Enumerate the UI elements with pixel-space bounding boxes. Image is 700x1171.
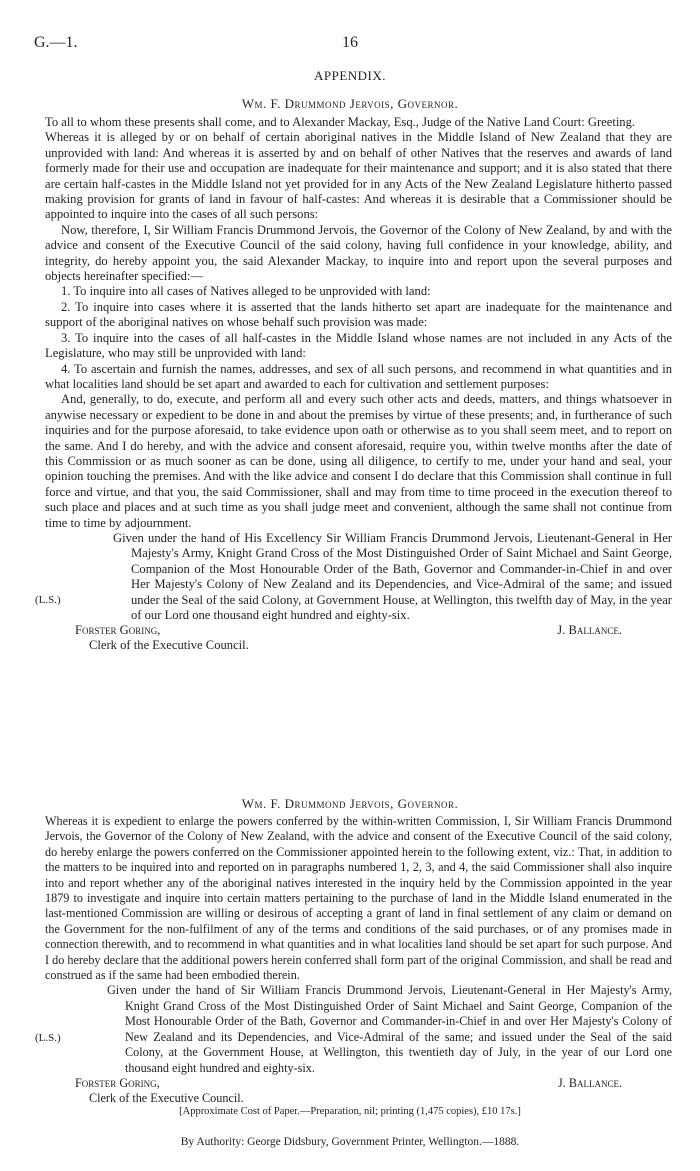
- seal-mark-1: (L.S.): [35, 593, 61, 606]
- printer-authority: By Authority: George Didsbury, Government Printer, Wellington.—1888.: [180, 1136, 520, 1148]
- clerk-line-1: Clerk of the Executive Council.: [89, 638, 249, 653]
- whereas-paragraph-2: Whereas it is expedient to enlarge the powers conferred by the within-written Commission, I, Sir William Francis Drummond Jervois, the Governor of the Colony of New Zealand, with the advice and consent of the Executive Council of the said colony, do hereby enlarge the powers conferred on the Commissioner appointed herein to the following extent, viz.: That, in addition to the matters to be inquired into and reported on in paragraphs numbered 1, 2, 3, and 4, the said Commissioner shall also inquire into and report whether any of the aboriginal natives interested in the inquiry held by the Commission appointed in the year 1879 to investigate and inquire into certain matters pertaining to the purchase of land in the Middle Island enumerated in the last-mentioned Commission are willing or desirous of accepting a grant of land in final settlement of any claim or demand on the Government for the non-fulfilment of any of the terms and conditions of the said purchases, or of any promises made in connection therewith, and to recommend in what quantities and in what localities land should be set apart for such purpose. And I do hereby declare that the additional powers herein conferred shall form part of the original Commission, and shall be read and construed as if the same had been embodied therein.: [45, 814, 672, 983]
- given-block-2: [35, 983, 672, 1075]
- appendix-title: APPENDIX.: [313, 68, 387, 83]
- generally-paragraph: And, generally, to do, execute, and perform all and every such other acts and deeds, matters, and things whatsoever in anywise necessary or expedient to be done in and about the premises by virtue of these presents; and, in furtherance of such inquiries and for the purpose aforesaid, to take evidence upon oath or otherwise as to you shall seem meet, and to report on the same. And I do hereby, and with the advice and consent aforesaid, require you, within twelve months after the date of this Commission or as much sooner as can be done, using all diligence, to certify to me, under your hand and seal, your opinion touching the premises. And with the like advice and consent I do declare that this Commission shall continue in full force and virtue, and that you, the said Commissioner, shall and may from time to time proceed in the execution thereof to such place and places and at such time as you shall judge meet and convenient, although the same shall not continue from time to time by adjournment.: [45, 392, 672, 530]
- item-4: 4. To ascertain and furnish the names, addresses, and sex of all such persons, and recommend in what quantities and in what localities land should be set apart and awarded to each for cultivation and settlement purposes:: [45, 361, 672, 391]
- signature-row-1: [45, 623, 672, 638]
- signer-left-1: Forster Goring,: [75, 623, 161, 638]
- cost-note: [Approximate Cost of Paper.—Preparation, nil; printing (1,475 copies), £10 17s.]: [179, 1106, 521, 1117]
- signer-left-2: Forster Goring,: [75, 1075, 160, 1090]
- given-paragraph-2: Given under the hand of Sir William Francis Drummond Jervois, Lieutenant-General in Her Majesty's Army, Knight Grand Cross of the Most Distinguished Order of Saint Michael and Saint George, Companion of the Most Honourable Order of the Bath, Governor and Commander-in-Chief in and over Her Majesty's Colony of New Zealand and its Dependencies, and Vice-Admiral of the same; and issued under the Seal of the said Colony, at the Government House, at Wellington, this twentieth day of July, in the year of our Lord one thousand eight hundred and eighty-six.: [107, 983, 672, 1075]
- signature-row-2: [45, 1076, 672, 1091]
- page-header: [34, 34, 666, 54]
- signer-right-1: J. Ballance.: [557, 623, 622, 638]
- signer-right-2: J. Ballance.: [557, 1075, 622, 1090]
- item-1: 1. To inquire into all cases of Natives alleged to be unprovided with land:: [61, 284, 431, 299]
- given-paragraph-1: Given under the hand of His Excellency Sir William Francis Drummond Jervois, Lieutenant-General in Her Majesty's Army, Knight Grand Cross of the Most Distinguished Order of Saint Michael and Saint George, Companion of the Most Honourable Order of the Bath, Governor and Commander-in-Chief in and over Her Majesty's Colony of New Zealand and its Dependencies, and Vice-Admiral of the same; and issued under the Seal of the said Colony, at Government House, at Wellington, this twelfth day of May, in the year of our Lord one thousand eight hundred and eighty-six.: [113, 530, 672, 622]
- item-2: 2. To inquire into cases where it is asserted that the lands hitherto set apart are inadequate for the maintenance and support of the aboriginal natives on whose behalf such provision was made:: [45, 299, 672, 330]
- address-line: To all to whom these presents shall come, and to Alexander Mackay, Esq., Judge of the Native Land Court: Greeting.: [45, 115, 636, 129]
- page-number: 16: [342, 34, 358, 51]
- governor-line-1: Wm. F. Drummond Jervois, Governor.: [241, 96, 459, 111]
- seal-mark-2: (L.S.): [35, 1032, 61, 1045]
- item-3: 3. To inquire into the cases of all half-castes in the Middle Island whose names are not included in any Acts of the Legislature, who may still be unprovided with land:: [45, 330, 672, 361]
- document-code: G.—1.: [34, 34, 78, 51]
- commission-1: [35, 115, 672, 654]
- governor-line-2: Wm. F. Drummond Jervois, Governor.: [241, 796, 459, 811]
- given-block-1: [35, 530, 672, 623]
- whereas-paragraph-1: Whereas it is alleged by or on behalf of certain aboriginal natives in the Middle Island of New Zealand that they are unprovided with land: And whereas it is asserted by and on behalf of other Natives that the reserves and awards of land formerly made for their use and occupation are inadequate for their maintenance and support; and it is also stated that there are certain half-castes in the Middle Island not yet provided for in any Acts of the New Zealand Legislature hitherto passed making provision for grants of land in favour of half-castes: And whereas it is desirable that a Commissioner should be appointed to inquire into the cases of all such persons:: [45, 130, 672, 222]
- commission-2: [35, 814, 672, 1106]
- now-therefore-paragraph: Now, therefore, I, Sir William Francis Drummond Jervois, the Governor of the Colony of New Zealand, by and with the advice and consent of the Executive Council of the said colony, having full confidence in your knowledge, ability, and integrity, do hereby appoint you, the said Alexander Mackay, to inquire into and report upon the several purposes and objects hereinafter specified:—: [45, 222, 672, 284]
- clerk-line-2: Clerk of the Executive Council.: [89, 1090, 244, 1105]
